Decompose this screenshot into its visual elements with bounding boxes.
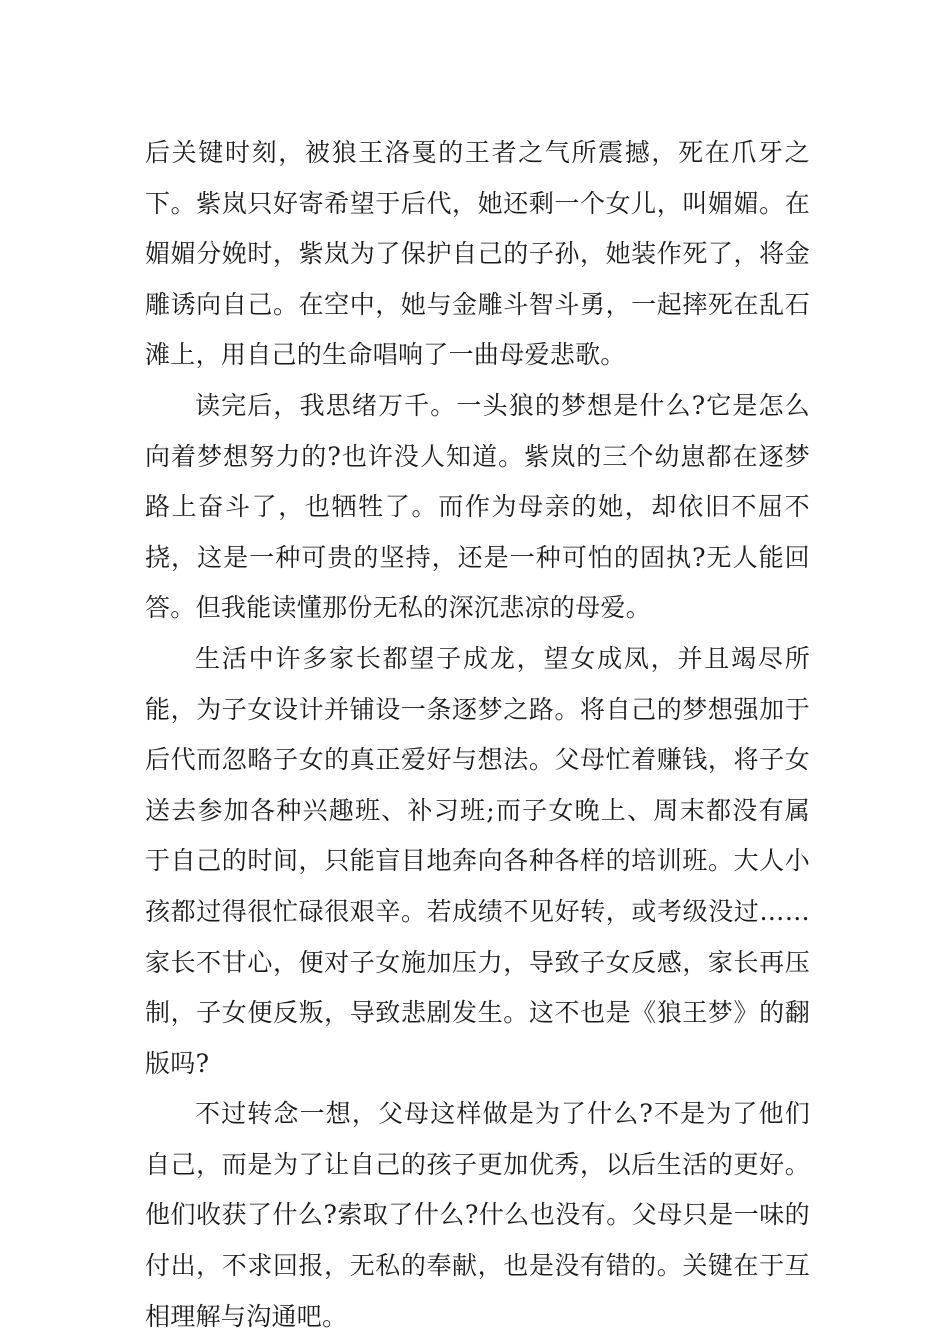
paragraph-4: 不过转念一想，父母这样做是为了什么?不是为了他们自己，而是为了让自己的孩子更加优秀，以后生活的更好。他们收获了什么?索取了什么?什么也没有。父母只是一味的付出，不求回报，无私的奉献，也是没有错的。关键在于互相理解与沟通吧。 xyxy=(145,1099,810,1331)
document-body xyxy=(145,128,810,1342)
paragraph-2: 读完后，我思绪万千。一头狼的梦想是什么?它是怎么向着梦想努力的?也许没人知道。紫岚的三个幼崽都在逐梦路上奋斗了，也牺牲了。而作为母亲的她，却依旧不屈不挠，这是一种可贵的坚持，还是一种可怕的固执?无人能回答。但我能读懂那份无私的深沉悲凉的母爱。 xyxy=(145,390,810,623)
paragraph-1: 后关键时刻，被狼王洛戛的王者之气所震撼，死在爪牙之下。紫岚只好寄希望于后代，她还剩一个女儿，叫媚媚。在媚媚分娩时，紫岚为了保护自己的子孙，她装作死了，将金雕诱向自己。在空中，她与金雕斗智斗勇，一起摔死在乱石滩上，用自己的生命唱响了一曲母爱悲歌。 xyxy=(145,138,810,370)
paragraph-3: 生活中许多家长都望子成龙，望女成凤，并且竭尽所能，为子女设计并铺设一条逐梦之路。将自己的梦想强加于后代而忽略子女的真正爱好与想法。父母忙着赚钱，将子女送去参加各种兴趣班、补习班;而子女晚上、周末都没有属于自己的时间，只能盲目地奔向各种各样的培训班。大人小孩都过得很忙碌很艰辛。若成绩不见好转，或考级没过……家长不甘心，便对子女施加压力，导致子女反感，家长再压制，子女便反叛，导致悲剧发生。这不也是《狼王梦》的翻版吗? xyxy=(145,643,810,1078)
